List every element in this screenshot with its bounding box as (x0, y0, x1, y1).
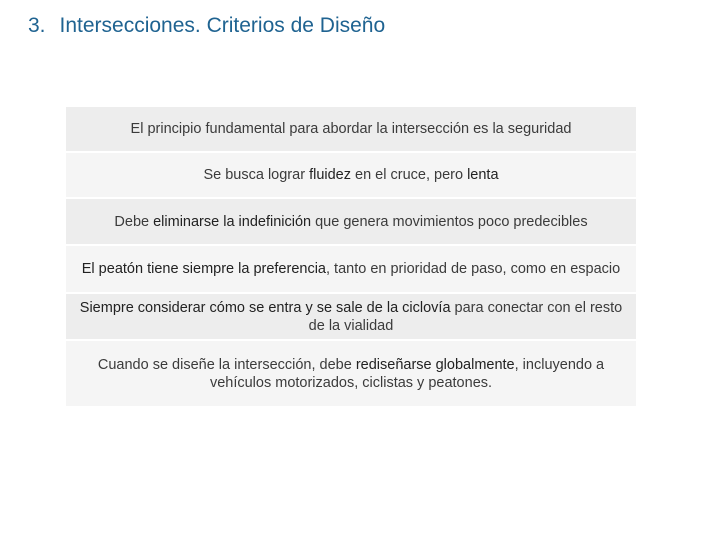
slide-heading: Intersecciones. Criterios de Diseño (59, 14, 386, 37)
row-emphasis: eliminarse la indefinición (153, 213, 312, 230)
row-emphasis: El peatón tiene siempre la preferencia (81, 261, 326, 277)
row-text: Cuando se diseñe la intersección, debe (97, 356, 356, 373)
row-text: El principio fundamental para abordar la intersección es la seguridad (130, 121, 572, 137)
row-text: Se busca lograr (203, 167, 310, 183)
row-text: , incluyendo a vehículos motorizados, ciclistas y peatones. (209, 356, 605, 391)
row-text: para conectar con el resto de la vialidad (308, 299, 623, 334)
criteria-row-4 (66, 246, 636, 292)
row-emphasis: lenta (467, 167, 499, 183)
row-emphasis: Siempre considerar cómo se entra y se sale de la ciclovía (79, 299, 451, 316)
slide-title (28, 14, 385, 38)
row-emphasis: fluidez (309, 167, 351, 183)
slide-number: 3. (28, 14, 46, 37)
criteria-row-3 (66, 199, 636, 244)
row-emphasis: rediseñarse globalmente (355, 356, 515, 373)
criteria-row-2 (66, 153, 636, 197)
row-text: que genera movimientos poco predecibles (311, 213, 588, 230)
row-text: , tanto en prioridad de paso, como en espacio (326, 261, 621, 277)
row-text: Debe (114, 213, 154, 230)
criteria-row-5 (66, 294, 636, 339)
row-text: en el cruce, pero (350, 167, 468, 183)
criteria-row-1 (66, 107, 636, 151)
criteria-row-6 (66, 341, 636, 406)
criteria-list (66, 107, 636, 406)
